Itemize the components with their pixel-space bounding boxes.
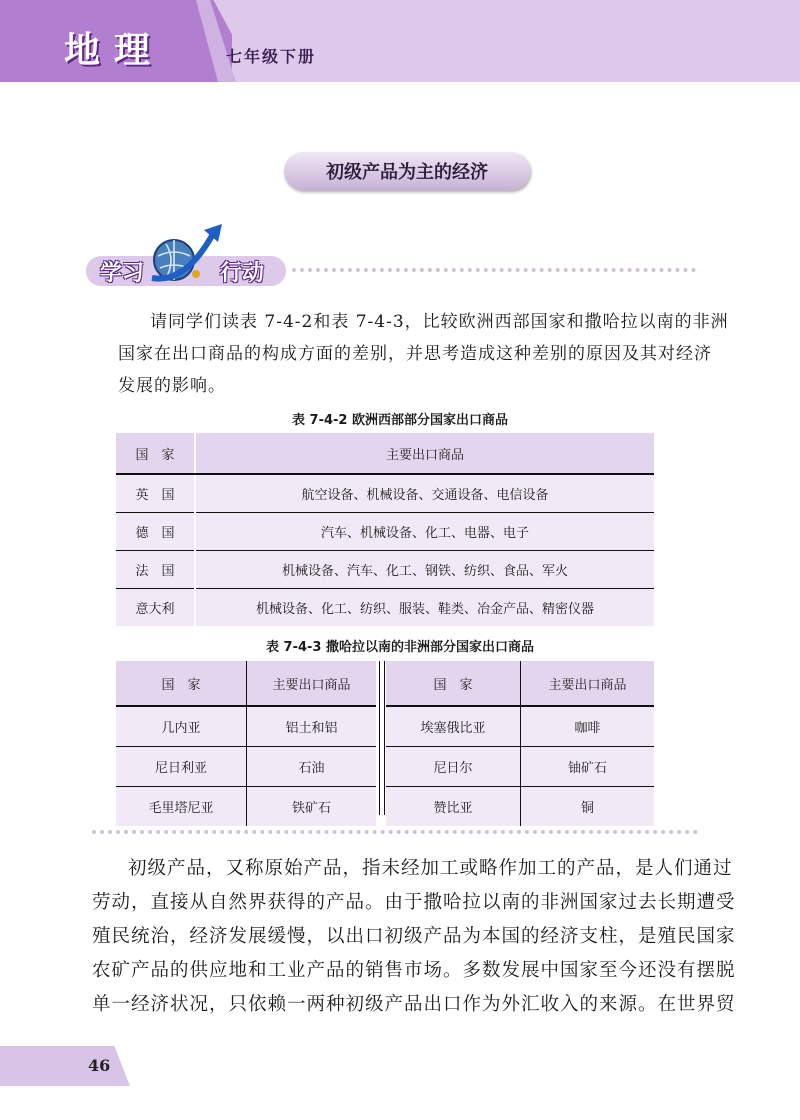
table2-header-exports: 主要出口商品 — [521, 661, 655, 706]
book-subtitle: 七年级下册 — [226, 47, 317, 66]
table-cell-exports: 航空设备、机械设备、交通设备、电信设备 — [195, 474, 654, 513]
table-row — [116, 706, 376, 747]
table-cell-exports: 铝土和铝 — [247, 706, 377, 747]
table-cell-exports: 石油 — [247, 747, 377, 787]
table-cell-country: 赞比亚 — [386, 787, 521, 827]
body-line-5: 单一经济状况，只依赖一两种初级产品出口作为外汇收入的来源。在世界贸 — [92, 994, 736, 1015]
table-cell-country: 德 国 — [116, 513, 195, 551]
table1 — [116, 433, 654, 626]
table-cell-country: 尼日尔 — [386, 747, 521, 787]
section-title: 初级产品为主的经济 — [284, 152, 530, 190]
table-cell-exports: 铜 — [521, 787, 655, 827]
table2-header-exports: 主要出口商品 — [247, 661, 377, 706]
table2-caption: 表 7-4-3 撒哈拉以南的非洲部分国家出口商品 — [266, 640, 534, 655]
table-cell-exports: 铀矿石 — [521, 747, 655, 787]
table-row — [116, 551, 654, 589]
table-cell-country: 埃塞俄比亚 — [386, 706, 521, 747]
table2-header-country: 国 家 — [386, 661, 521, 706]
table-cell-country: 意大利 — [116, 589, 195, 627]
table-cell-country: 毛里塔尼亚 — [116, 787, 247, 827]
dotted-divider-top — [292, 268, 696, 272]
table2-double-divider — [379, 661, 385, 815]
table-cell-country: 尼日利亚 — [116, 747, 247, 787]
intro-line-3: 发展的影响。 — [118, 376, 226, 396]
table2-right — [386, 661, 654, 826]
footer-tab — [0, 1046, 130, 1086]
body-line-1: 初级产品，又称原始产品，指未经加工或略作加工的产品，是人们通过 — [128, 858, 733, 879]
table1-header-exports: 主要出口商品 — [195, 433, 654, 474]
table-cell-exports: 铁矿石 — [247, 787, 377, 827]
table2-left — [116, 661, 376, 826]
intro-line-1: 请同学们读表 7-4-2和表 7-4-3，比较欧洲西部国家和撒哈拉以南的非洲 — [150, 312, 729, 332]
table-row — [116, 787, 376, 827]
table-row — [386, 747, 654, 787]
table-cell-exports: 咖啡 — [521, 706, 655, 747]
table-cell-exports: 机械设备、化工、纺织、服装、鞋类、冶金产品、精密仪器 — [195, 589, 654, 627]
table-cell-exports: 汽车、机械设备、化工、电器、电子 — [195, 513, 654, 551]
table-row — [386, 706, 654, 747]
table2-header-country: 国 家 — [116, 661, 247, 706]
table-cell-exports: 机械设备、汽车、化工、钢铁、纺织、食品、军火 — [195, 551, 654, 589]
globe-arrow-icon — [146, 222, 226, 292]
body-line-3: 殖民统治，经济发展缓慢，以出口初级产品为本国的经济支柱，是殖民国家 — [92, 926, 736, 947]
page-number: 46 — [88, 1056, 111, 1075]
intro-line-2: 国家在出口商品的构成方面的差别，并思考造成这种差别的原因及其对经济 — [118, 344, 712, 364]
table-cell-country: 几内亚 — [116, 706, 247, 747]
table1-header-country: 国 家 — [116, 433, 195, 474]
table-cell-country: 英 国 — [116, 474, 195, 513]
table-cell-country: 法 国 — [116, 551, 195, 589]
table-row — [116, 747, 376, 787]
table-row — [116, 589, 654, 627]
table-row — [386, 787, 654, 827]
table-row — [116, 474, 654, 513]
subject-title: 地理 — [64, 30, 165, 71]
table1-caption: 表 7-4-2 欧洲西部部分国家出口商品 — [292, 413, 508, 428]
dotted-divider-bottom — [92, 830, 698, 834]
table-row — [116, 513, 654, 551]
body-line-4: 农矿产品的供应地和工业产品的销售市场。多数发展中国家至今还没有摆脱 — [92, 960, 736, 981]
body-line-2: 劳动，直接从自然界获得的产品。由于撒哈拉以南的非洲国家过去长期遭受 — [92, 892, 736, 913]
activity-label-left: 学习 — [100, 261, 145, 286]
activity-label-right: 行动 — [220, 261, 265, 286]
